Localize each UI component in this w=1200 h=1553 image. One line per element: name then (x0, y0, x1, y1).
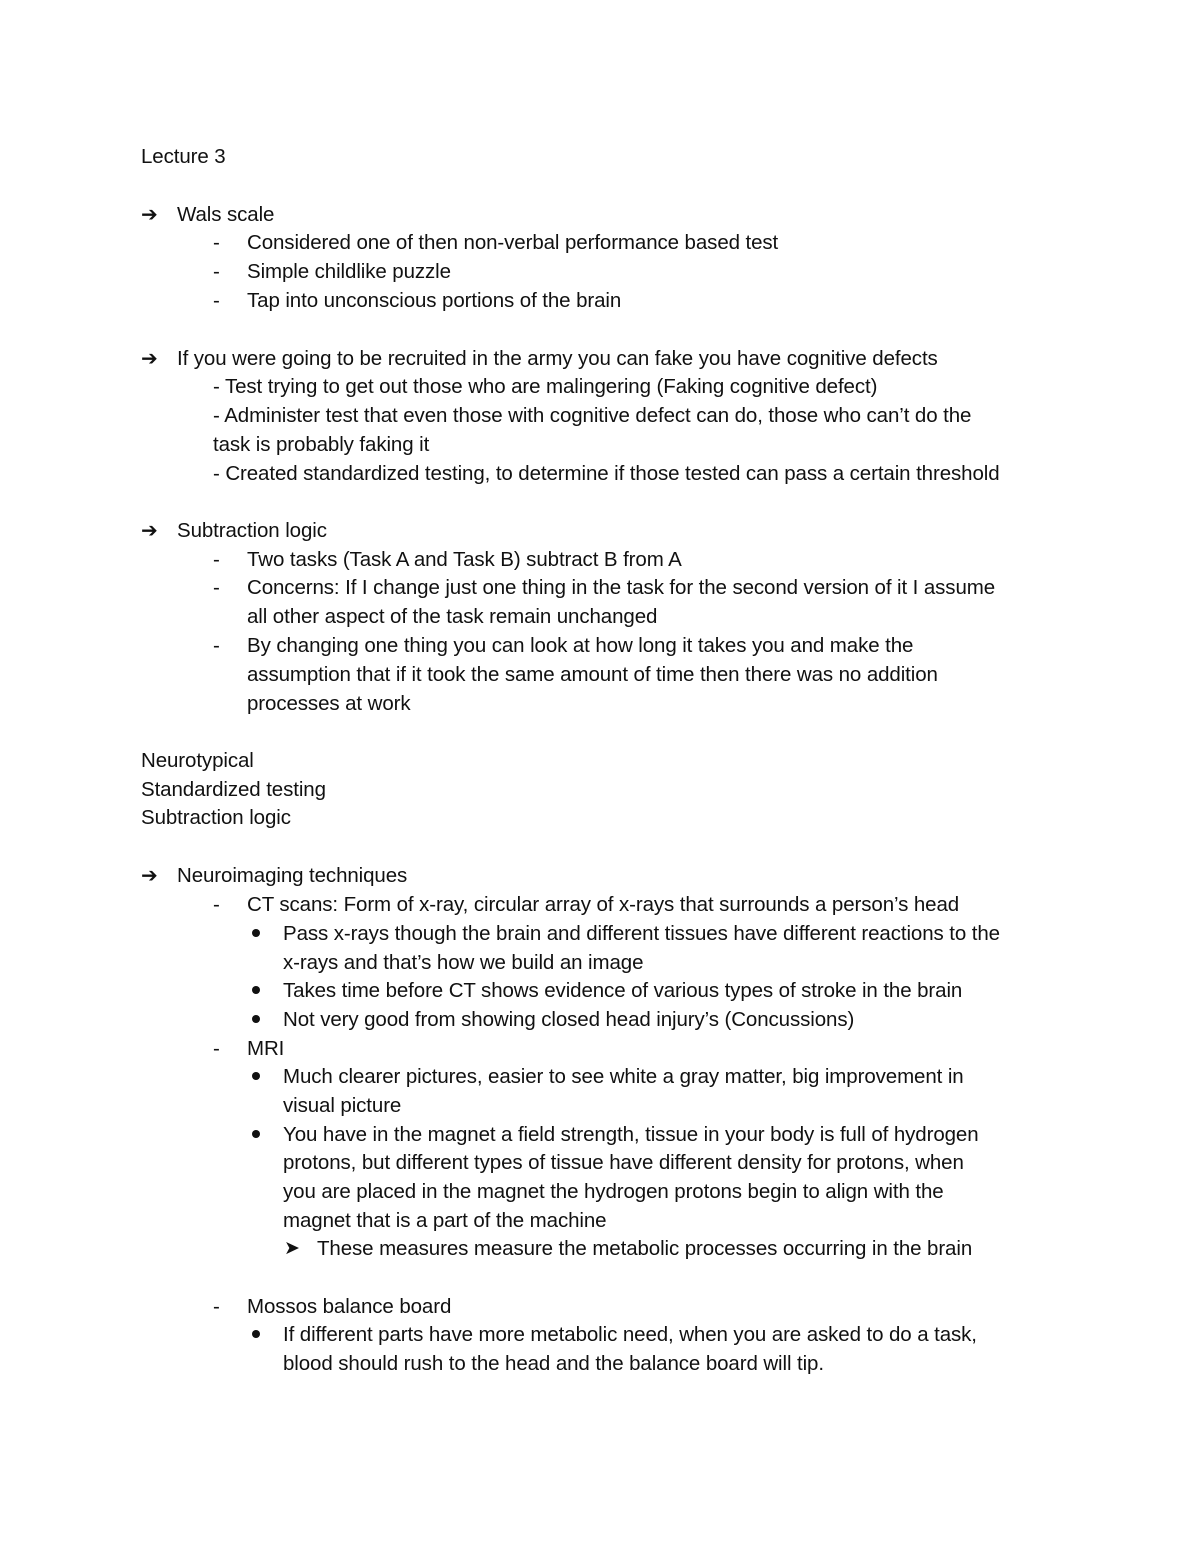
list-item-continued: all other aspect of the task remain unchanged (247, 605, 658, 628)
dash-icon: - (213, 231, 220, 254)
dash-icon: - (213, 634, 220, 657)
list-item: - Administer test that even those with cognitive defect can do, those who can’t do the (213, 404, 972, 427)
list-item-continued: task is probably faking it (213, 433, 430, 456)
bullet-item-continued: protons, but different types of tissue have different density for protons, when (283, 1151, 964, 1174)
bullet-item-continued: you are placed in the magnet the hydrogen protons begin to align with the (283, 1180, 944, 1203)
list-item-mri: MRI (247, 1037, 285, 1060)
bullet-dot-icon (252, 1130, 260, 1138)
list-item-mossos: Mossos balance board (247, 1295, 452, 1318)
list-item-continued: assumption that if it took the same amount of time then there was no addition (247, 663, 938, 686)
list-item: Two tasks (Task A and Task B) subtract B from A (247, 548, 682, 571)
list-item: By changing one thing you can look at how long it takes you and make the (247, 634, 914, 657)
list-item: Tap into unconscious portions of the brain (247, 289, 622, 312)
term: Neurotypical (141, 749, 254, 772)
bullet-dot-icon (252, 1072, 260, 1080)
right-arrow-icon: ➔ (141, 202, 158, 226)
sub-bullet-item: These measures measure the metabolic processes occurring in the brain (317, 1237, 973, 1260)
bullet-item: Not very good from showing closed head injury’s (Concussions) (283, 1008, 855, 1031)
dash-icon: - (213, 1037, 220, 1060)
dash-icon: - (213, 576, 220, 599)
list-item: - Created standardized testing, to determine if those tested can pass a certain threshold (213, 462, 1000, 485)
dash-icon: - (213, 893, 220, 916)
list-item: Simple childlike puzzle (247, 260, 451, 283)
dash-icon: - (213, 289, 220, 312)
list-item: Considered one of then non-verbal performance based test (247, 231, 779, 254)
section-heading-wals: Wals scale (177, 203, 275, 226)
page-title: Lecture 3 (141, 145, 226, 168)
bullet-item: If different parts have more metabolic need, when you are asked to do a task, (283, 1323, 977, 1346)
dash-icon: - (213, 548, 220, 571)
bullet-item-continued: visual picture (283, 1094, 402, 1117)
section-heading-neuroimaging: Neuroimaging techniques (177, 864, 408, 887)
bullet-item: Pass x-rays though the brain and different tissues have different reactions to the (283, 922, 1000, 945)
chevron-right-icon: ➤ (284, 1237, 300, 1259)
bullet-dot-icon (252, 986, 260, 994)
dash-icon: - (213, 260, 220, 283)
bullet-dot-icon (252, 1330, 260, 1338)
list-item: - Test trying to get out those who are malingering (Faking cognitive defect) (213, 375, 878, 398)
list-item-continued: processes at work (247, 692, 411, 715)
right-arrow-icon: ➔ (141, 346, 158, 370)
bullet-dot-icon (252, 929, 260, 937)
dash-icon: - (213, 1295, 220, 1318)
list-item: Concerns: If I change just one thing in the task for the second version of it I assume (247, 576, 996, 599)
bullet-item: You have in the magnet a field strength, tissue in your body is full of hydrogen (283, 1123, 979, 1146)
term: Standardized testing (141, 778, 326, 801)
term: Subtraction logic (141, 806, 291, 829)
right-arrow-icon: ➔ (141, 863, 158, 887)
section-heading-subtraction: Subtraction logic (177, 519, 327, 542)
bullet-item-continued: x-rays and that’s how we build an image (283, 951, 644, 974)
bullet-item-continued: magnet that is a part of the machine (283, 1209, 607, 1232)
bullet-item: Takes time before CT shows evidence of various types of stroke in the brain (283, 979, 963, 1002)
bullet-dot-icon (252, 1015, 260, 1023)
right-arrow-icon: ➔ (141, 518, 158, 542)
bullet-item-continued: blood should rush to the head and the balance board will tip. (283, 1352, 824, 1375)
list-item-ct: CT scans: Form of x-ray, circular array of x-rays that surrounds a person’s head (247, 893, 960, 916)
section-heading-army: If you were going to be recruited in the army you can fake you have cognitive defects (177, 347, 938, 370)
bullet-item: Much clearer pictures, easier to see white a gray matter, big improvement in (283, 1065, 964, 1088)
